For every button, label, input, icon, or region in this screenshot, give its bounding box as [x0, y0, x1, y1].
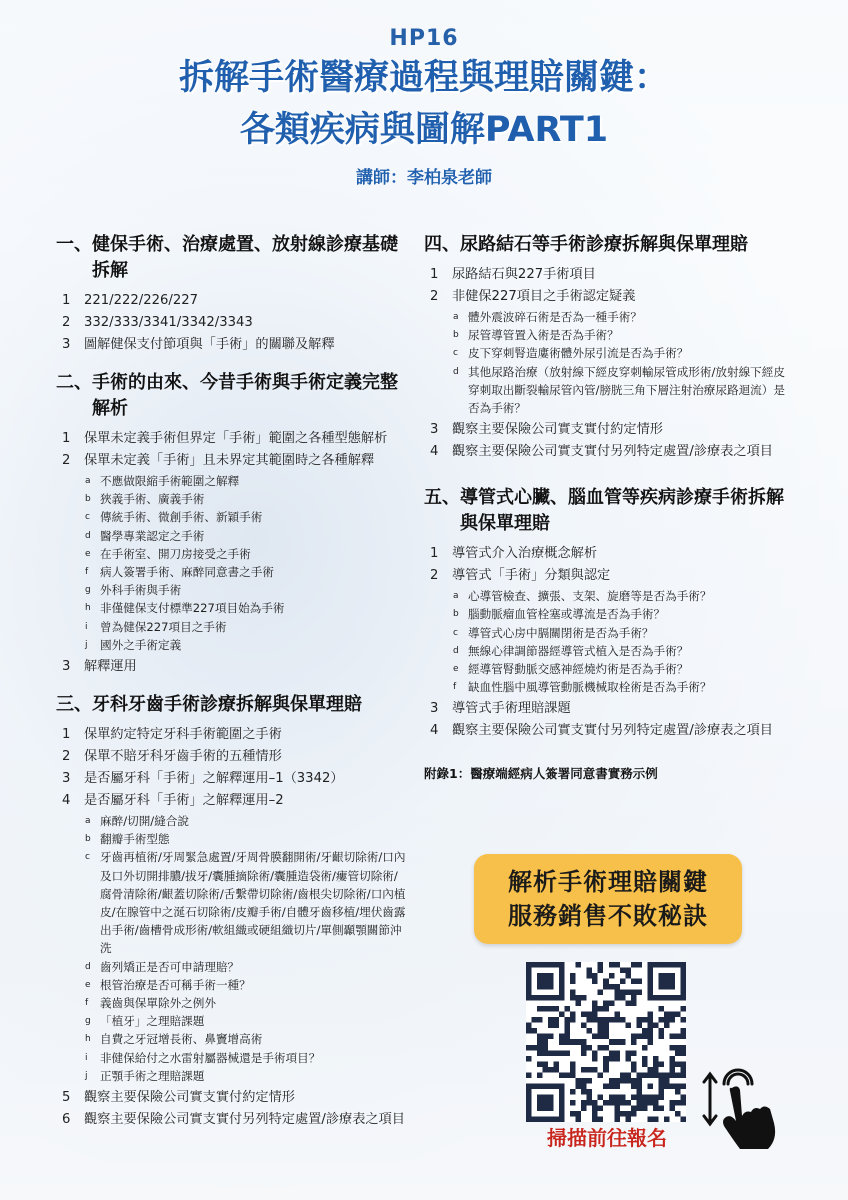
list-item: 1 保單約定特定牙科手術範圍之手術 [62, 727, 282, 743]
section-3-items [56, 724, 408, 1131]
sub-item: d 其他尿路治療（放射線下經皮穿刺輸尿管成形術/放射線下經皮穿刺取出斷裂輸尿管內管/膀胱三角下層注射治療尿路迴流）是否為手術？ [453, 364, 785, 416]
list-item: 2 保單不賠牙科牙齒手術的五種情形 [62, 749, 282, 765]
course-code: HP16 [389, 26, 459, 51]
section-3-title: 三、 牙科牙齒手術診療拆解與保單理賠 [56, 694, 362, 716]
list-item: 1 保單未定義手術但界定「手術」範圍之各種型態解析 [62, 431, 388, 446]
promo-line-1: 解析手術理賠關鍵 [508, 868, 708, 896]
scan-to-register-label: 掃描前往報名 [547, 1126, 667, 1150]
sub-item: d 醫學專業認定之手術 [85, 528, 205, 543]
sub-item: g 外科手術與手術 [85, 583, 182, 598]
sub-item: f 義齒與保單除外之例外 [85, 996, 216, 1011]
sub-item: c 皮下穿刺腎造廔術體外尿引流是否為手術？ [453, 346, 689, 361]
sub-item: h 非僅健保支付標準227項目始為手術 [85, 601, 285, 616]
sub-item: j 正顎手術之理賠課題 [85, 1068, 205, 1083]
sub-item: c 傳統手術、微創手術、新穎手術 [85, 510, 263, 525]
list-item: 2 導管式「手術」分類與認定 [430, 568, 611, 584]
sub-item: c 牙齒再植術/牙周緊急處置/牙周骨膜翻開術/牙齦切除術/口內及口外切開排膿/拔牙/囊腫摘除術/囊腫造袋術/瘻管切除術/腐骨清除術/齦蓋切除術/舌繫帶切除術/齒根尖切除術/口內植皮/在腺管中之涎石切除術/皮瓣手術/自體牙齒移植/埋伏齒露出手術/齒槽骨成形術/軟組織或硬組織切片/單側顳顎關節沖洗 [85, 850, 406, 956]
sub-item: d 齒列矯正是否可申請理賠？ [85, 959, 240, 974]
section-1-items [56, 290, 408, 356]
section-5-title: 五、 導管式心臟、腦血管等疾病診療手術拆解與保單理賠 [424, 487, 784, 535]
section-4-items [424, 264, 796, 463]
list-item: 3 導管式手術理賠課題 [430, 701, 571, 717]
section-5-subitems [452, 587, 796, 696]
appendix-note: 附錄1：醫療端經病人簽署同意書實務示例 [424, 766, 658, 782]
header [0, 26, 848, 188]
sub-item: a 不應做限縮手術範圍之解釋 [85, 474, 240, 488]
hand-tap-icon [698, 1054, 808, 1154]
section-2-items [56, 428, 408, 678]
section-4-title: 四、 尿路結石等手術診療拆解與保單理賠 [424, 234, 748, 255]
list-item: 3 圖解健保支付節項與「手術」的關聯及解釋 [62, 337, 335, 352]
sub-item: f 缺血性腦中風導管動脈機械取栓術是否為手術？ [453, 680, 712, 695]
section-5-items [424, 543, 796, 742]
sub-item: h 自費之牙冠增長術、鼻竇增高術 [85, 1032, 263, 1047]
list-item: 2 非健保227項目之手術認定疑義 [430, 289, 636, 304]
title-line-1: 拆解手術醫療過程與理賠關鍵： [178, 58, 669, 98]
section-2-title: 二、 手術的由來、今昔手術與手術定義完整解析 [56, 372, 398, 419]
sub-item: c 導管式心房中膈關閉術是否為手術？ [453, 625, 654, 640]
sub-item: i 非健保給付之水雷射屬器械還是手術項目？ [85, 1050, 321, 1065]
left-column [56, 232, 408, 1131]
list-item: 3 觀察主要保險公司實支實付約定情形 [430, 422, 663, 438]
sub-item: a 體外震波碎石術是否為一種手術？ [453, 310, 642, 324]
list-item: 4 觀察主要保險公司實支實付另列特定處置/診療表之項目 [430, 723, 773, 739]
sub-item: b 狹義手術、廣義手術 [85, 492, 205, 507]
qr-code-icon[interactable] [526, 962, 686, 1122]
list-item: 1 導管式介入治療概念解析 [430, 546, 598, 562]
sub-item: a 心導管檢查、擴張、支架、旋磨等是否為手術？ [453, 589, 712, 604]
list-item: 2 332/333/3341/3342/3343 [62, 315, 253, 330]
lecturer: 講師：李柏泉老師 [356, 168, 492, 188]
sub-item: b 尿管導管置入術是否為手術？ [453, 328, 619, 343]
sub-item: f 病人簽署手術、麻醉同意書之手術 [85, 565, 274, 580]
list-item: 5 觀察主要保險公司實支實付約定情形 [62, 1090, 295, 1106]
promo-banner [474, 854, 742, 944]
list-item: 1 221/222/226/227 [62, 293, 199, 308]
promo-line-2: 服務銷售不敗秘訣 [508, 902, 708, 930]
title-line-2: 各類疾病與圖解PART1 [239, 110, 609, 150]
list-item: 3 是否屬牙科「手術」之解釋運用–1（3342） [62, 771, 344, 787]
sub-item: e 根管治療是否可稱手術一種？ [85, 977, 251, 992]
list-item: 3 解釋運用 [62, 659, 137, 675]
sub-item: i 曾為健保227項目之手術 [85, 619, 227, 634]
sub-item: b 腦動脈瘤血管栓塞或導流是否為手術？ [453, 607, 666, 622]
section-4-subitems [452, 308, 796, 417]
sub-item: j 國外之手術定義 [85, 637, 182, 652]
sub-item: e 經導管腎動脈交感神經燒灼術是否為手術？ [453, 662, 689, 677]
sub-item: d 無線心律調節器經導管式植入是否為手術？ [453, 643, 689, 658]
sub-item: e 在手術室、開刀房接受之手術 [85, 546, 251, 561]
list-item: 2 保單未定義「手術」且未界定其範圍時之各種解釋 [62, 453, 375, 468]
sub-item: b 翻瓣手術型態 [85, 832, 170, 847]
list-item: 4 是否屬牙科「手術」之解釋運用–2 [62, 793, 284, 809]
section-1-title: 一、 健保手術、治療處置、放射線診療基礎拆解 [56, 234, 398, 281]
sub-item: a 麻醉/切開/縫合說 [85, 814, 189, 829]
section-3-subitems [84, 812, 408, 1085]
list-item: 1 尿路結石與227手術項目 [430, 267, 596, 282]
list-item: 4 觀察主要保險公司實支實付另列特定處置/診療表之項目 [430, 444, 773, 460]
right-column [424, 232, 796, 782]
list-item: 6 觀察主要保險公司實支實付另列特定處置/診療表之項目 [62, 1112, 405, 1128]
section-2-subitems [84, 472, 408, 654]
sub-item: g 「植牙」之理賠課題 [85, 1014, 205, 1029]
